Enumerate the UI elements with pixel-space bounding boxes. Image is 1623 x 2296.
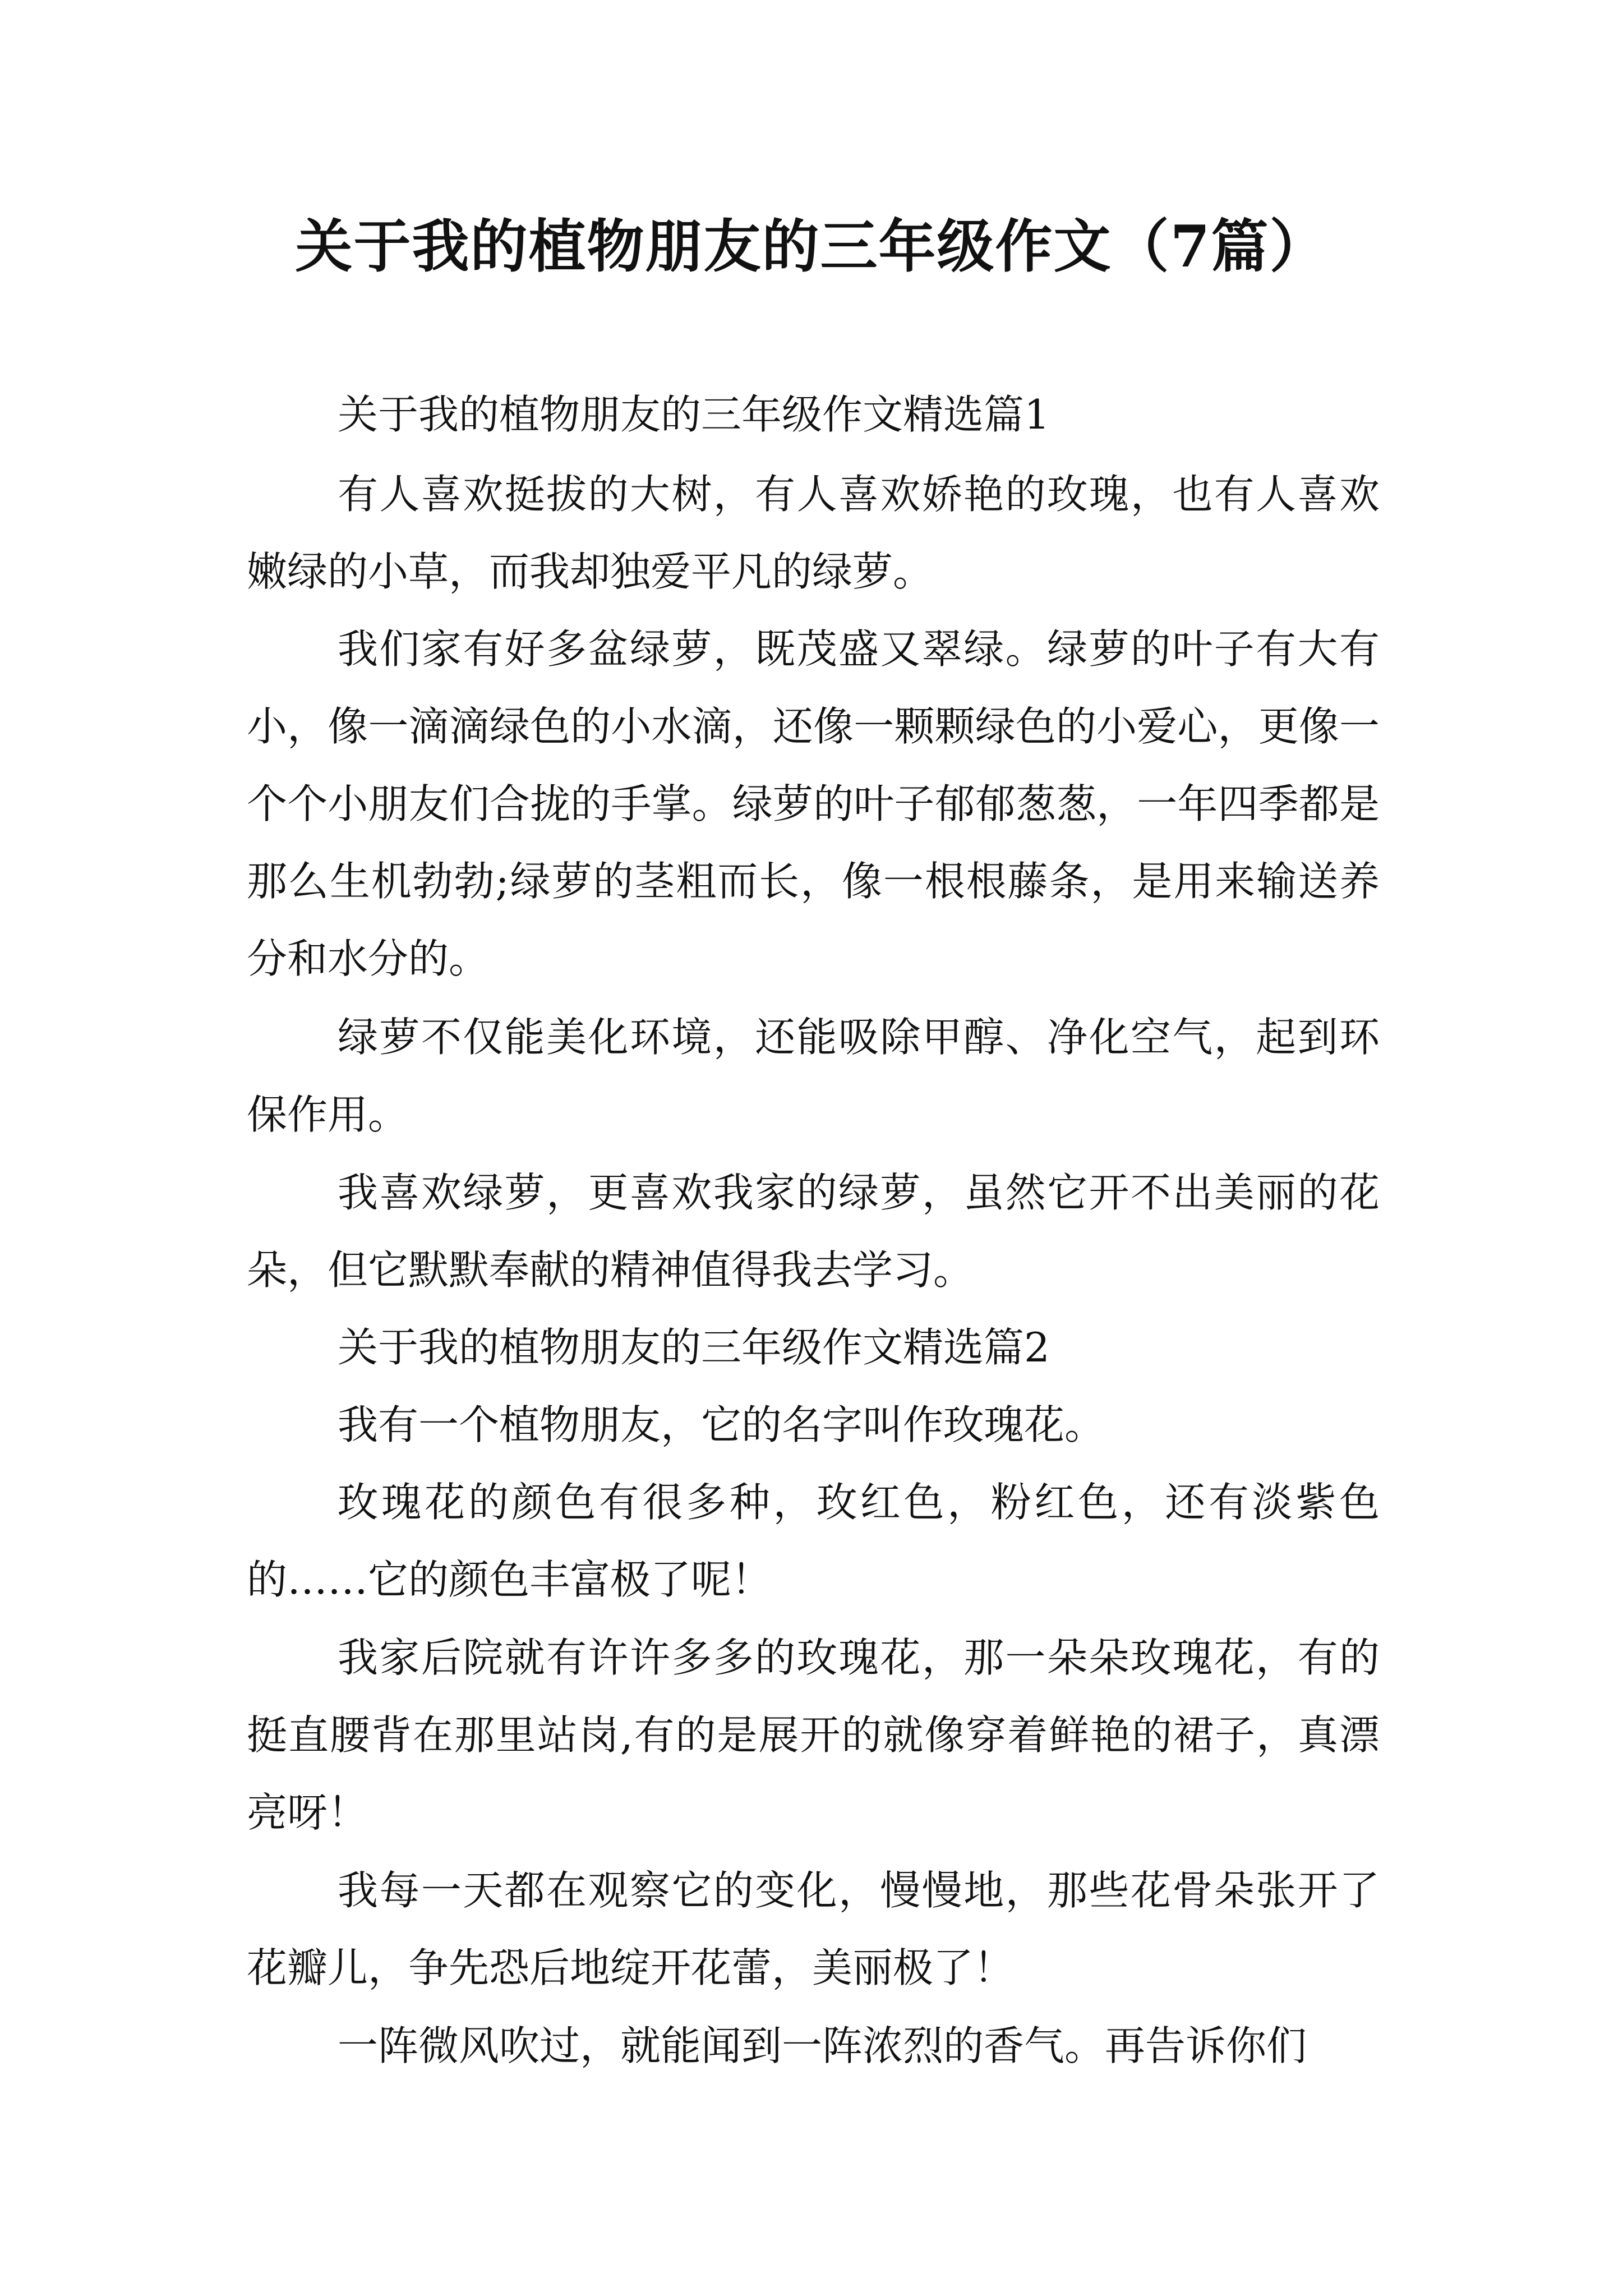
paragraph: 我喜欢绿萝，更喜欢我家的绿萝，虽然它开不出美丽的花朵，但它默默奉献的精神值得我去学习。 — [247, 1169, 1380, 1294]
paragraph: 我每一天都在观察它的变化，慢慢地，那些花骨朵张开了花瓣儿，争先恐后地绽开花蕾，美丽极了！ — [247, 1867, 1380, 1991]
section-heading-2: 关于我的植物朋友的三年级作文精选篇2 — [338, 1324, 1050, 1371]
paragraph: 我们家有好多盆绿萝，既茂盛又翠绿。绿萝的叶子有大有小，像一滴滴绿色的小水滴，还像一颗颗绿色的小爱心，更像一个个小朋友们合拢的手掌。绿萝的叶子郁郁葱葱，一年四季都是那么生机勃勃;绿萝的茎粗而长，像一根根藤条，是用来输送养分和水分的。 — [247, 625, 1380, 982]
paragraph: 一阵微风吹过，就能闻到一阵浓烈的香气。再告诉你们 — [338, 2022, 1307, 2069]
paragraph: 绿萝不仅能美化环境，还能吸除甲醇、净化空气，起到环保作用。 — [247, 1014, 1380, 1138]
paragraph: 我有一个植物朋友，它的名字叫作玫瑰花。 — [338, 1401, 1105, 1448]
document-title: 关于我的植物朋友的三年级作文（7篇） — [295, 213, 1328, 280]
paragraph: 玫瑰花的颜色有很多种，玫红色，粉红色，还有淡紫色的……它的颜色丰富极了呢！ — [247, 1479, 1380, 1603]
paragraph: 有人喜欢挺拔的大树，有人喜欢娇艳的玫瑰，也有人喜欢嫩绿的小草，而我却独爱平凡的绿萝。 — [247, 471, 1380, 595]
paragraph: 我家后院就有许许多多的玫瑰花，那一朵朵玫瑰花，有的挺直腰背在那里站岗,有的是展开的就像穿着鲜艳的裙子，真漂亮呀！ — [247, 1634, 1380, 1836]
section-heading-1: 关于我的植物朋友的三年级作文精选篇1 — [338, 391, 1050, 438]
